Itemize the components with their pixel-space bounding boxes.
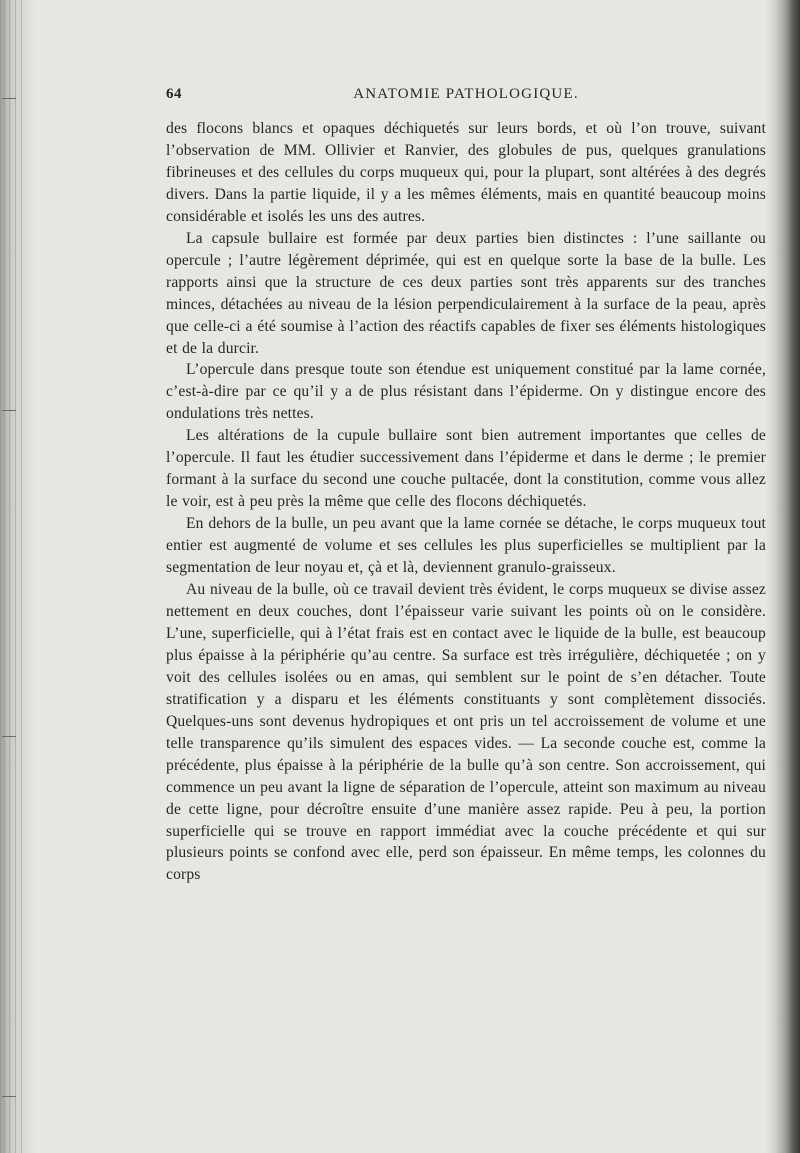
paragraph: Au niveau de la bulle, où ce travail devient très évident, le corps muqueux se divise assez nettement en deux couches, dont l’épaisseur varie suivant les points où on le considère. L’une, superficielle, qui à l’état frais est en contact avec le liquide de la bulle, est beaucoup plus épaisse à la périphérie qu’au centre. Sa surface est très irrégulière, déchiquetée ; on y voit des cellules isolées ou en amas, qui semblent sur le point de s’en détacher. Toute stratification y a disparu et les éléments constituants y sont complètement dissociés. Quelques-uns sont devenus hydropiques et ont pris un tel accroissement de volume et une telle transparence qu’ils simulent des espaces vides. — La seconde couche est, comme la précédente, plus épaisse à la périphérie de la bulle qu’à son centre. Son accroissement, qui commence un peu avant la ligne de séparation de l’opercule, atteint son maximum au niveau de cette ligne, pour décroître ensuite d’une manière assez rapide. Peu à peu, la portion superficielle qui se trouve en rapport immédiat avec la couche précédente et qui sur plusieurs points se confond avec elle, perd son épaisseur. En même temps, les colonnes du corps [166, 581, 766, 884]
paragraph: Les altérations de la cupule bullaire sont bien autrement importantes que celles de l’opercule. Il faut les étudier successivement dans l’épiderme et dans le derme ; le premier formant à la surface du second une couche pultacée, dont la constitution, comme vous allez le voir, est à peu près la même que celle des flocons déchiquetés. [166, 427, 766, 511]
page-edge-shadow [766, 0, 800, 1153]
paragraph: La capsule bullaire est formée par deux parties bien distinctes : l’une saillante ou opercule ; l’autre légèrement déprimée, qui est en quelque sorte la base de la bulle. Les rapports ainsi que la structure de ces deux parties sont très apparents sur des tranches minces, détachées au niveau de la lésion perpendiculairement à la surface de la peau, après que celle-ci a été soumise à l’action des réactifs capables de fixer ses éléments histologiques et de la durcir. [166, 229, 766, 357]
page-number: 64 [166, 86, 182, 102]
paragraph: L’opercule dans presque toute son étendue est uniquement constitué par la lame cornée, c’est-à-dire par ce qu’il y a de plus résistant dans l’épiderme. On y distingue encore des ondulations très nettes. [166, 361, 766, 423]
text-block [166, 86, 766, 886]
binding-gutter [0, 0, 36, 1153]
paragraph: des flocons blancs et opaques déchiquetés sur leurs bords, et où l’on trouve, suivant l’observation de MM. Ollivier et Ranvier, des globules de pus, quelques granulations fibrineuses et des cellules du corps muqueux qui, pour la plupart, sont altérées à des degrés divers. Dans la partie liquide, il y a les mêmes éléments, mais en quantité beaucoup moins considérable et isolés les uns des autres. [166, 120, 766, 225]
paragraph: En dehors de la bulle, un peu avant que la lame cornée se détache, le corps muqueux tout entier est augmenté de volume et ses cellules les plus superficielles se multiplient par la segmentation de leur noyau et, çà et là, deviennent granulo-graisseux. [166, 515, 766, 577]
running-title: ANATOMIE PATHOLOGIQUE. [353, 86, 579, 102]
page-header [166, 86, 766, 110]
